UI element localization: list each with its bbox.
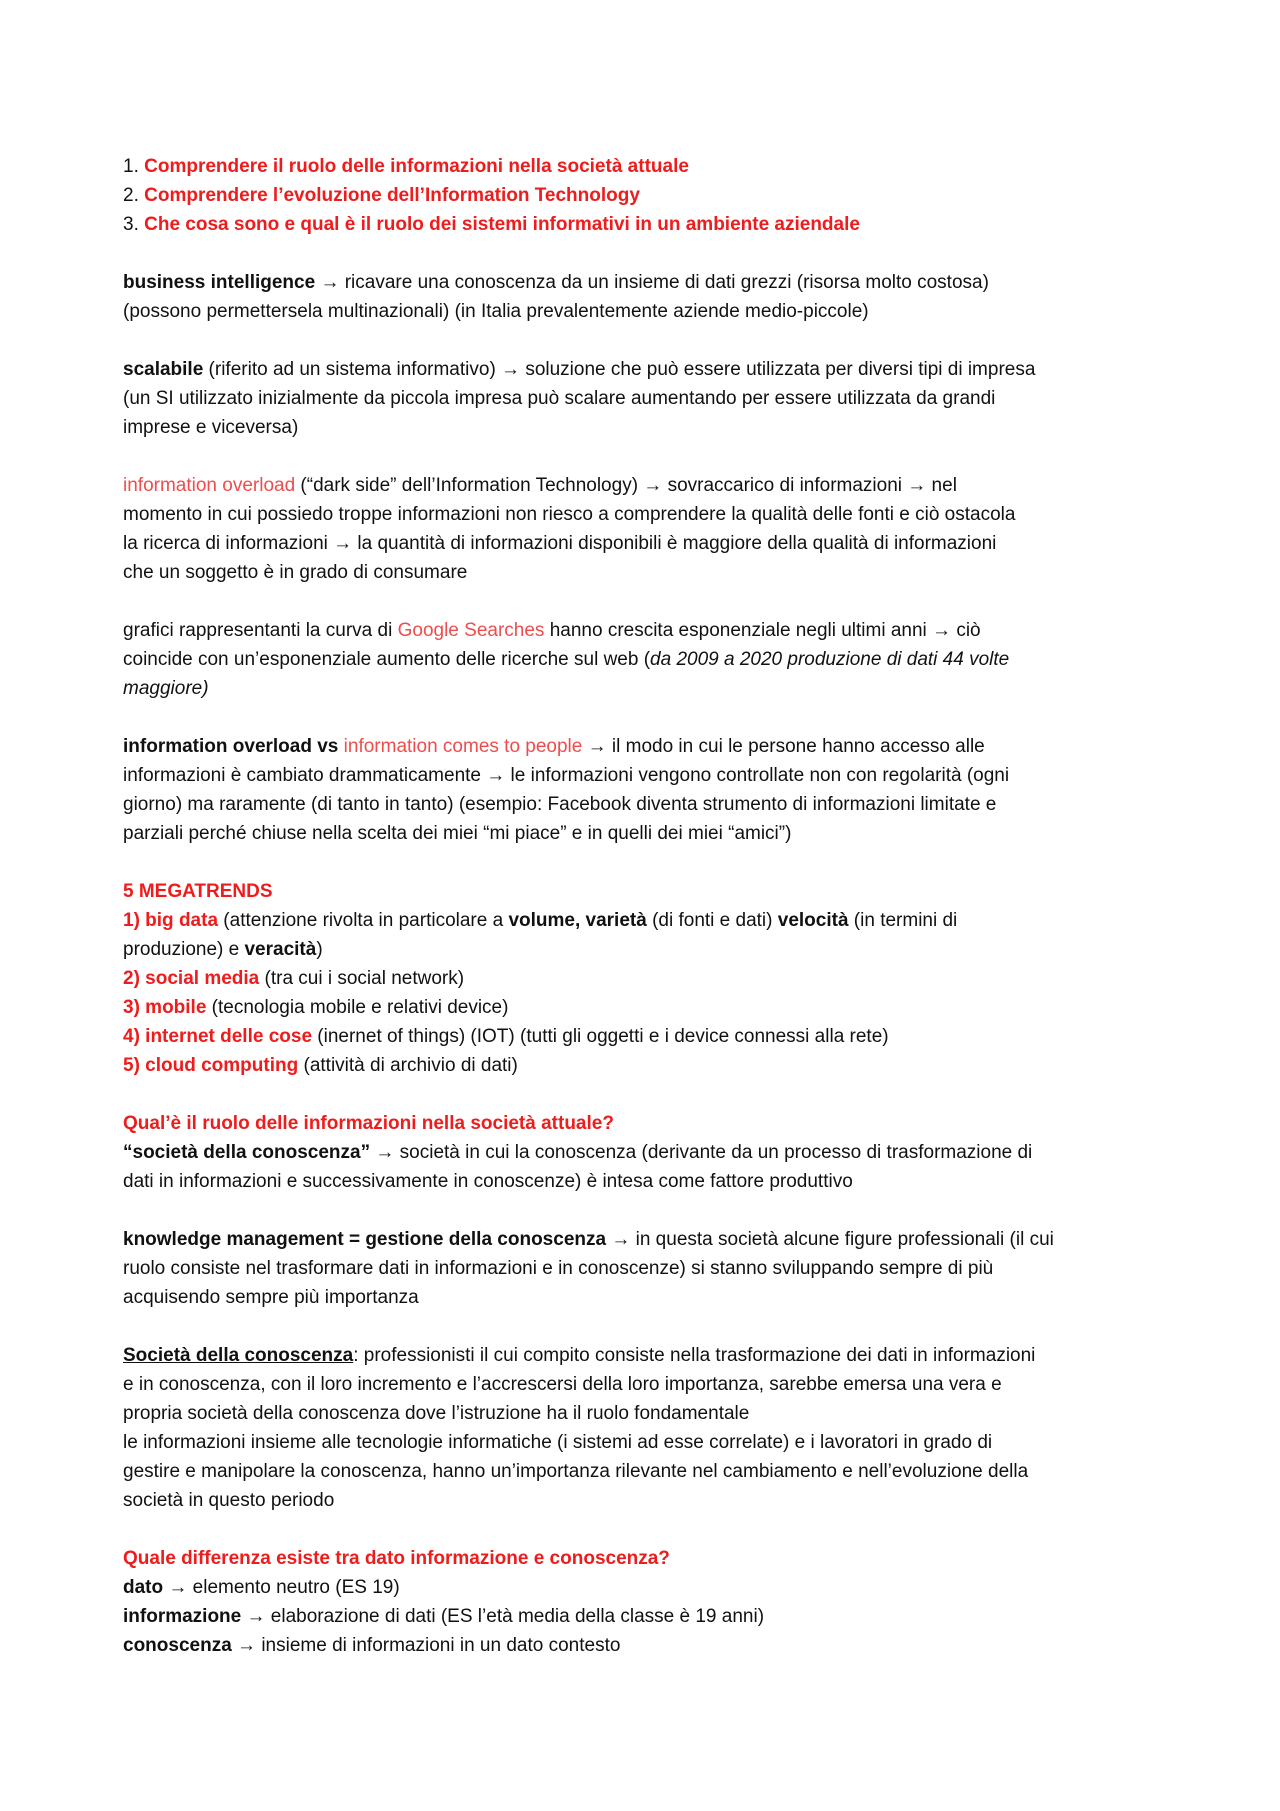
section-question: Quale differenza esiste tra dato informazione e conoscenza?: [123, 1548, 670, 1569]
term-google-searches: Google Searches: [397, 620, 545, 641]
definition-item: conoscenza → insieme di informazioni in un dato contesto: [123, 1635, 621, 1656]
megatrend-item: 5) cloud computing (attività di archivio di dati): [123, 1055, 518, 1076]
term-societa-underlined: Società della conoscenza: [123, 1345, 354, 1366]
term-business-intelligence: business intelligence: [123, 272, 316, 293]
term-scalabile: scalabile: [123, 359, 204, 380]
objective-text: Che cosa sono e qual è il ruolo dei sistemi informativi in un ambiente aziendale: [144, 214, 860, 235]
megatrends-heading: 5 MEGATRENDS: [123, 881, 273, 902]
term-information-overload: information overload: [123, 475, 296, 496]
information-comes-to-people-paragraph: information overload vs information comes to people → il modo in cui le persone hanno accesso alle informazioni è cambiato drammaticamente → le informazioni vengono controllate non con regolarità (ogni giorno) ma raramente (di tanto in tanto) (esempio: Facebook diventa strumento di informazioni limitate e parziali perché chiuse nella scelta dei miei “mi piace” e in quelli dei miei “amici”): [123, 736, 1010, 844]
definition-item: dato → elemento neutro (ES 19): [123, 1577, 400, 1598]
objective-item: 1. Comprendere il ruolo delle informazioni nella società attuale: [123, 156, 689, 177]
megatrend-item: 2) social media (tra cui i social network): [123, 968, 465, 989]
google-searches-paragraph: grafici rappresentanti la curva di Google Searches hanno crescita esponenziale negli ultimi anni → ciò coincide con un’esponenziale aumento delle ricerche sul web (da 2009 a 2020 produzione di dati 44 volte maggiore): [123, 620, 1010, 699]
scalabile-paragraph: scalabile (riferito ad un sistema informativo) → soluzione che può essere utilizzata per diversi tipi di impresa (un SI utilizzato inizialmente da piccola impresa può scalare aumentando per essere utilizzata da grandi imprese e viceversa): [123, 359, 1036, 438]
objective-text: Comprendere l’evoluzione dell’Information Technology: [144, 185, 640, 206]
megatrend-item: 3) mobile (tecnologia mobile e relativi device): [123, 997, 509, 1018]
term-knowledge-management: knowledge management = gestione della conoscenza: [123, 1229, 607, 1250]
objective-item: 2. Comprendere l’evoluzione dell’Information Technology: [123, 185, 640, 206]
information-overload-paragraph: information overload (“dark side” dell’Information Technology) → sovraccarico di informazioni → nel momento in cui possiedo troppe informazioni non riesco a comprendere la qualità delle fonti e ciò ostacola la ricerca di informazioni → la quantità di informazioni disponibili è maggiore della qualità di informazioni che un soggetto è in grado di consumare: [123, 475, 1016, 583]
megatrend-item: 1) big data (attenzione rivolta in particolare a volume, varietà (di fonti e dati) velocità (in termini di: [123, 910, 958, 931]
objective-item: 3. Che cosa sono e qual è il ruolo dei sistemi informativi in un ambiente aziendale: [123, 214, 860, 235]
term-societa-della-conoscenza: “società della conoscenza”: [123, 1142, 371, 1163]
differenza-section: [123, 1544, 1170, 1660]
megatrend-item-continued: produzione) e veracità): [123, 939, 323, 960]
megatrends-section: [123, 877, 1170, 1080]
knowledge-management-paragraph: knowledge management = gestione della conoscenza → in questa società alcune figure professionali (il cui ruolo consiste nel trasformare dati in informazioni e in conoscenze) si stanno sviluppando sempre di più acquisendo sempre più importanza: [123, 1229, 1054, 1308]
objective-text: Comprendere il ruolo delle informazioni nella società attuale: [144, 156, 689, 177]
objectives-list: [123, 152, 1170, 239]
section-question: Qual’è il ruolo delle informazioni nella società attuale?: [123, 1113, 614, 1134]
term-information-comes-to-people: information comes to people: [343, 736, 583, 757]
ruolo-section: Qual’è il ruolo delle informazioni nella società attuale? “società della conoscenza” → società in cui la conoscenza (derivante da un processo di trasformazione di dati in informazioni e successivamente in conoscenze) è intesa come fattore produttivo: [123, 1109, 1170, 1196]
societa-conoscenza-paragraph: Società della conoscenza: professionisti il cui compito consiste nella trasformazione dei dati in informazioni e in conoscenza, con il loro incremento e l’accrescersi della loro importanza, sarebbe emersa una vera e propria società della conoscenza dove l’istruzione ha il ruolo fondamentale le informazioni insieme alle tecnologie informatiche (i sistemi ad esse correlate) e i lavoratori in grado di gestire e manipolare la conoscenza, hanno un’importanza rilevante nel cambiamento e nell’evoluzione della società in questo periodo: [123, 1345, 1036, 1511]
business-intelligence-paragraph: business intelligence → ricavare una conoscenza da un insieme di dati grezzi (risorsa molto costosa) (possono permettersela multinazionali) (in Italia prevalentemente aziende medio-piccole): [123, 272, 989, 322]
megatrend-item: 4) internet delle cose (inernet of things) (IOT) (tutti gli oggetti e i device connessi alla rete): [123, 1026, 889, 1047]
definition-item: informazione → elaborazione di dati (ES l’età media della classe è 19 anni): [123, 1606, 765, 1627]
